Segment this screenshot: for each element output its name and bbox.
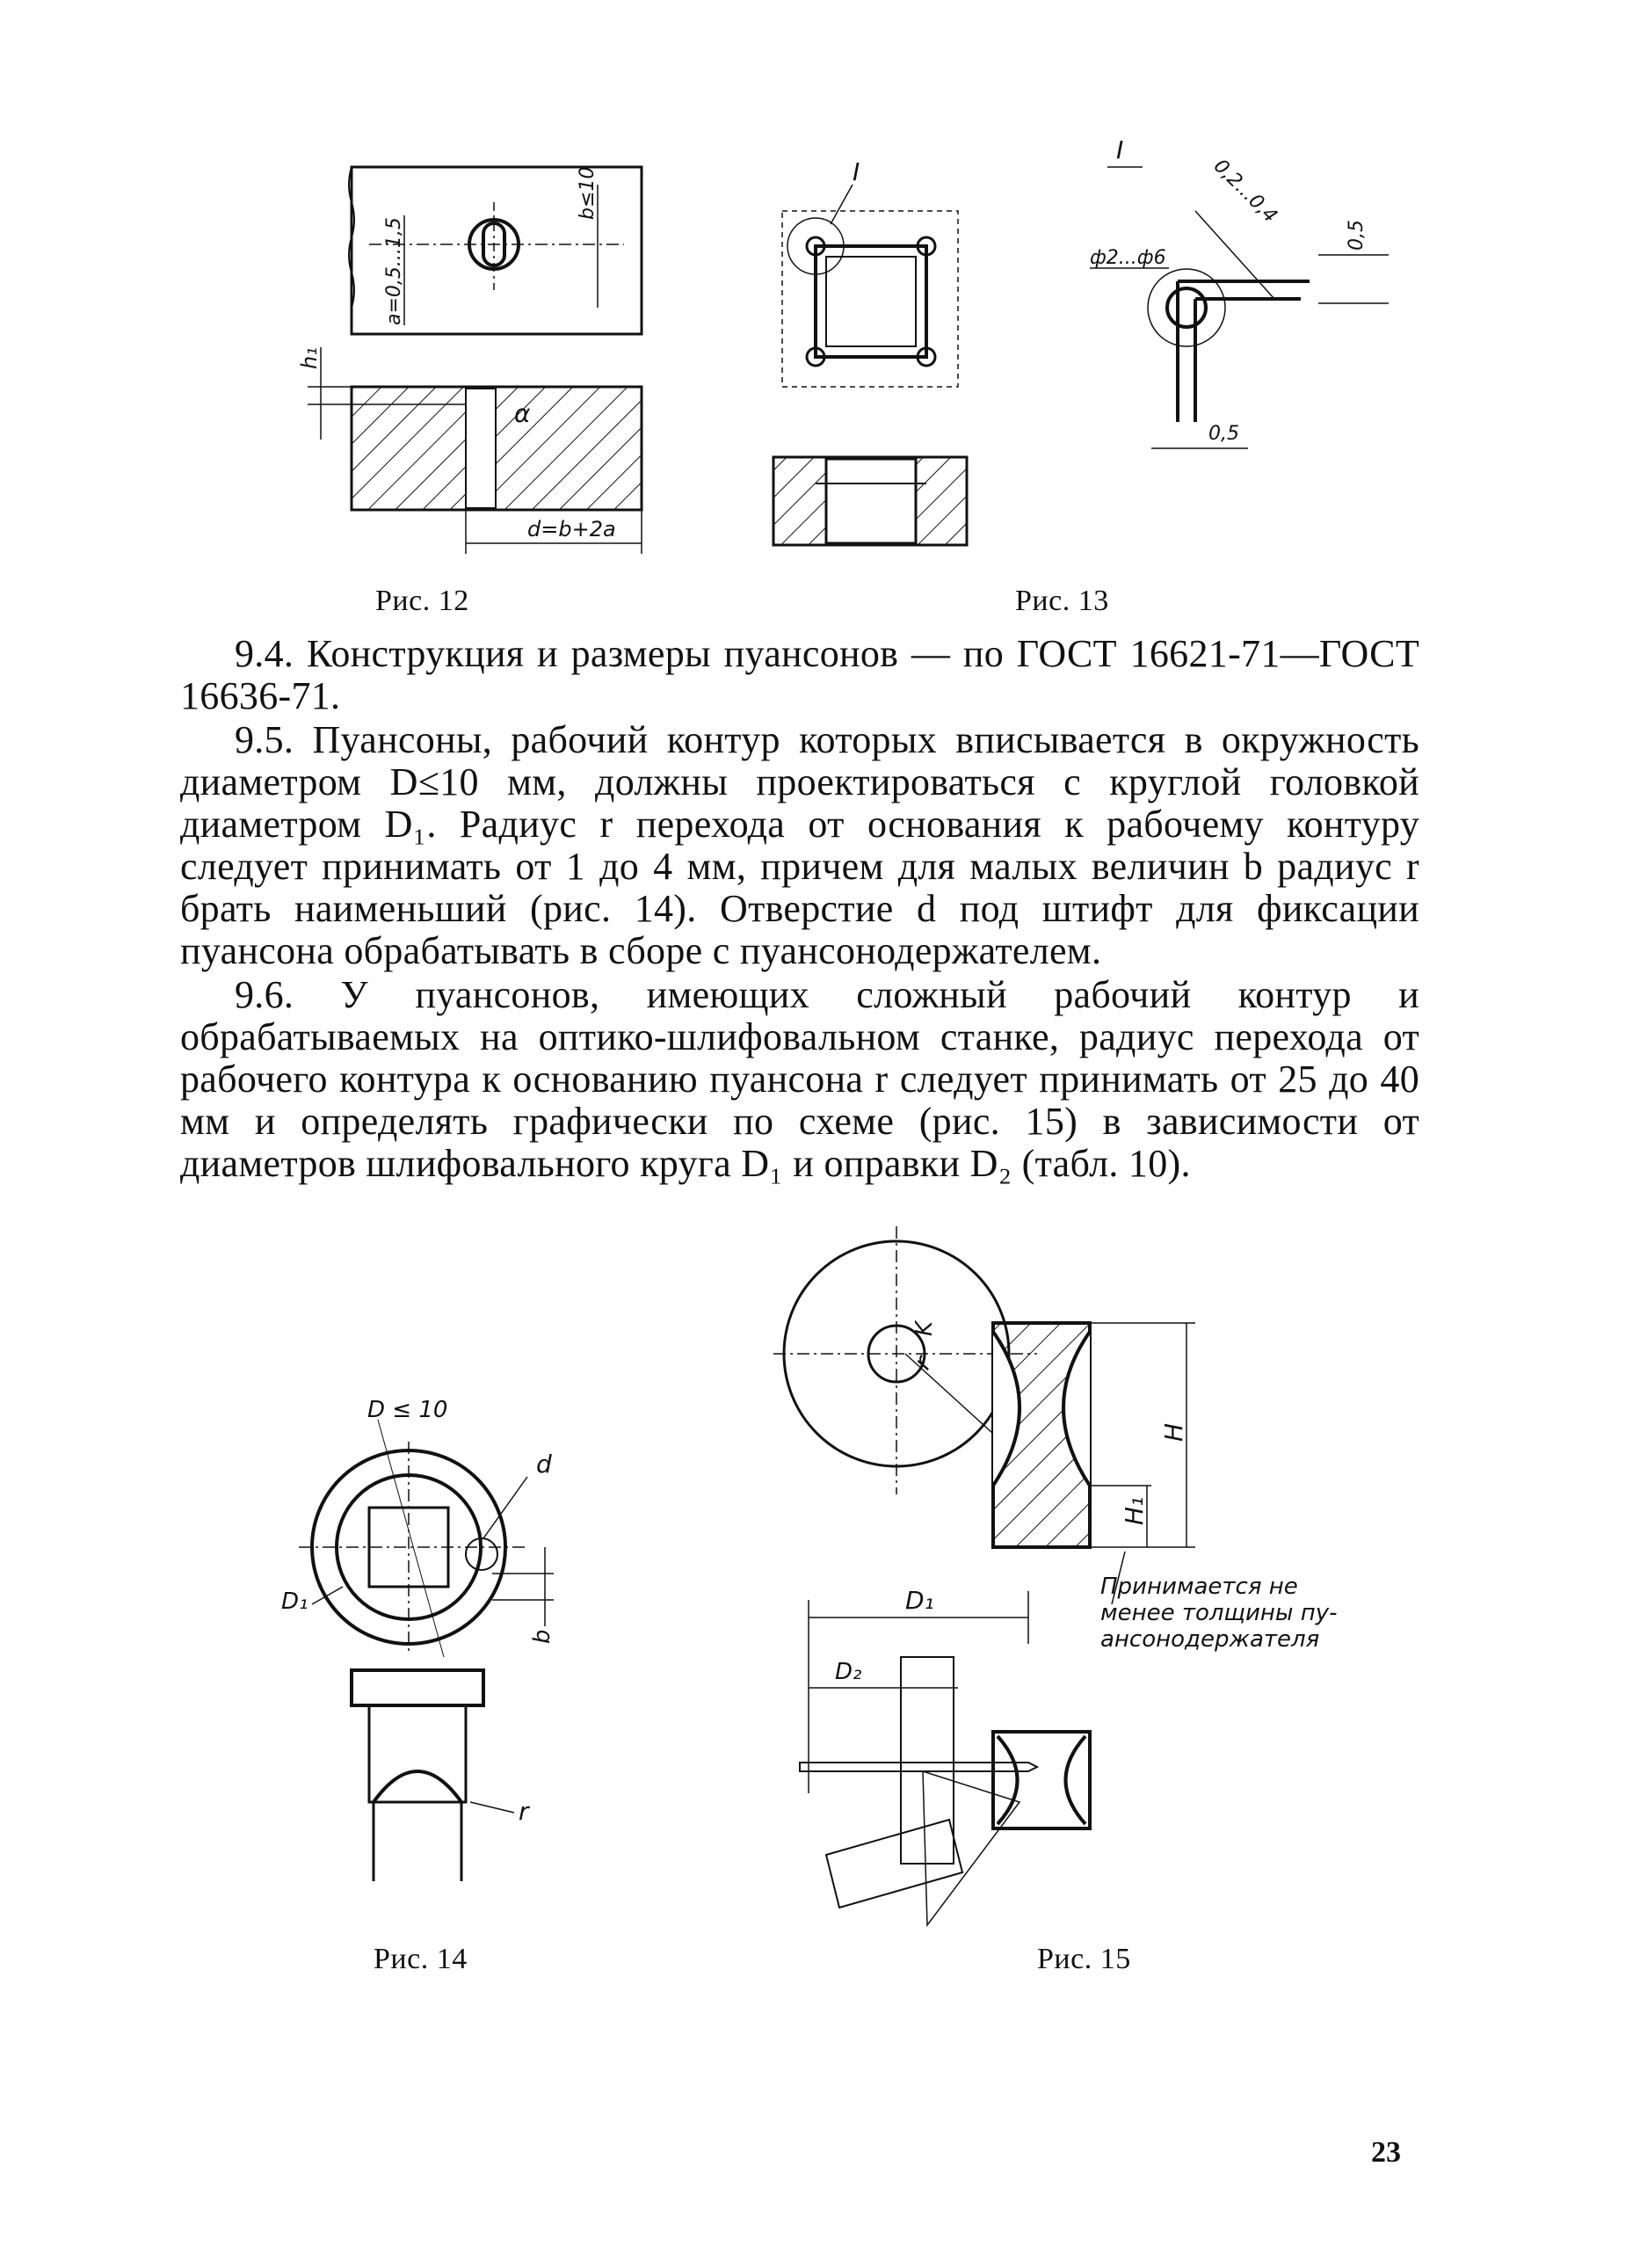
fig15-label-D2: D₂ (835, 1659, 862, 1685)
fig15-note-line-2: менее толщины пу- (1100, 1600, 1338, 1626)
fig12-label-h1: h₁ (297, 347, 322, 369)
fig14-label-D: D ≤ 10 (367, 1397, 448, 1423)
paragraph-9-5: 9.5. Пуансоны, рабочий контур которых вписывается в окружность диаметром D≤10 мм, должны проектироваться с круглой головкой диаметром D₁. Радиус r перехода от основания к рабочему контуру следует принимать от 1 до 4 мм, причем для малых величин b радиус r брать наименьший (рис. 14). Отверстие d под штифт для фиксации пуансона обрабатывать в сборе с пуансонодержателем. (180, 718, 1419, 972)
figure-14 (264, 1389, 633, 1899)
page-number: 23 (1371, 2136, 1401, 2169)
figure-13-drawing (756, 132, 1389, 554)
fig13-label-side: 0,5 (1346, 220, 1368, 251)
fig14-label-r: r (519, 1797, 529, 1826)
fig15-label-K: K (911, 1320, 938, 1336)
figure-15-caption: Рис. 15 (1037, 1943, 1131, 1975)
fig12-label-d: d=b+2a (527, 517, 616, 542)
fig13-label-detail2: I (1116, 135, 1124, 164)
fig15-label-r: r (907, 1351, 938, 1375)
fig12-label-alpha: α (514, 399, 531, 428)
fig13-label-hole: ф2...ф6 (1090, 247, 1166, 269)
fig15-label-D1: D₁ (905, 1586, 934, 1615)
fig13-label-detail: I (853, 157, 860, 186)
figure-14-drawing (264, 1389, 633, 1899)
fig14-label-b: b (529, 1629, 555, 1644)
fig14-label-D1: D₁ (281, 1588, 308, 1615)
fig15-note-line-1: Принимается не (1100, 1574, 1298, 1600)
figure-14-caption: Рис. 14 (374, 1943, 468, 1975)
body-text (180, 633, 1419, 1185)
fig13-label-bottom: 0,5 (1208, 423, 1239, 445)
fig14-label-d: d (536, 1450, 552, 1479)
paragraph-9-4: 9.4. Конструкция и размеры пуансонов — по ГОСТ 16621-71—ГОСТ 16636-71. (180, 632, 1419, 717)
fig12-label-a: a=0,5...1,5 (383, 217, 405, 325)
fig15-note (1100, 1574, 1337, 1653)
figure-13 (756, 132, 1389, 554)
fig15-label-H1: H₁ (1120, 1496, 1149, 1525)
fig15-label-H: H (1159, 1422, 1188, 1442)
figure-12-caption: Рис. 12 (375, 585, 469, 617)
paragraph-9-6: 9.6. У пуансонов, имеющих сложный рабочий контур и обрабатываемых на оптико-шлифовальном станке, радиус перехода от рабочего контура к основанию пуансона r следует принимать от 25 до 40 мм и определять графически по схеме (рис. 15) в зависимости от диаметров шлифовального круга D₁ и оправки D₂ (табл. 10). (180, 973, 1419, 1185)
fig15-note-line-3: ансонодержателя (1100, 1626, 1320, 1653)
figure-12-drawing (290, 149, 677, 571)
fig13-label-chamfer: 0,2...0,4 (1208, 155, 1281, 228)
figure-12 (290, 149, 677, 571)
figure-13-caption: Рис. 13 (1015, 585, 1109, 617)
fig12-label-b: b≤10 (577, 166, 599, 220)
